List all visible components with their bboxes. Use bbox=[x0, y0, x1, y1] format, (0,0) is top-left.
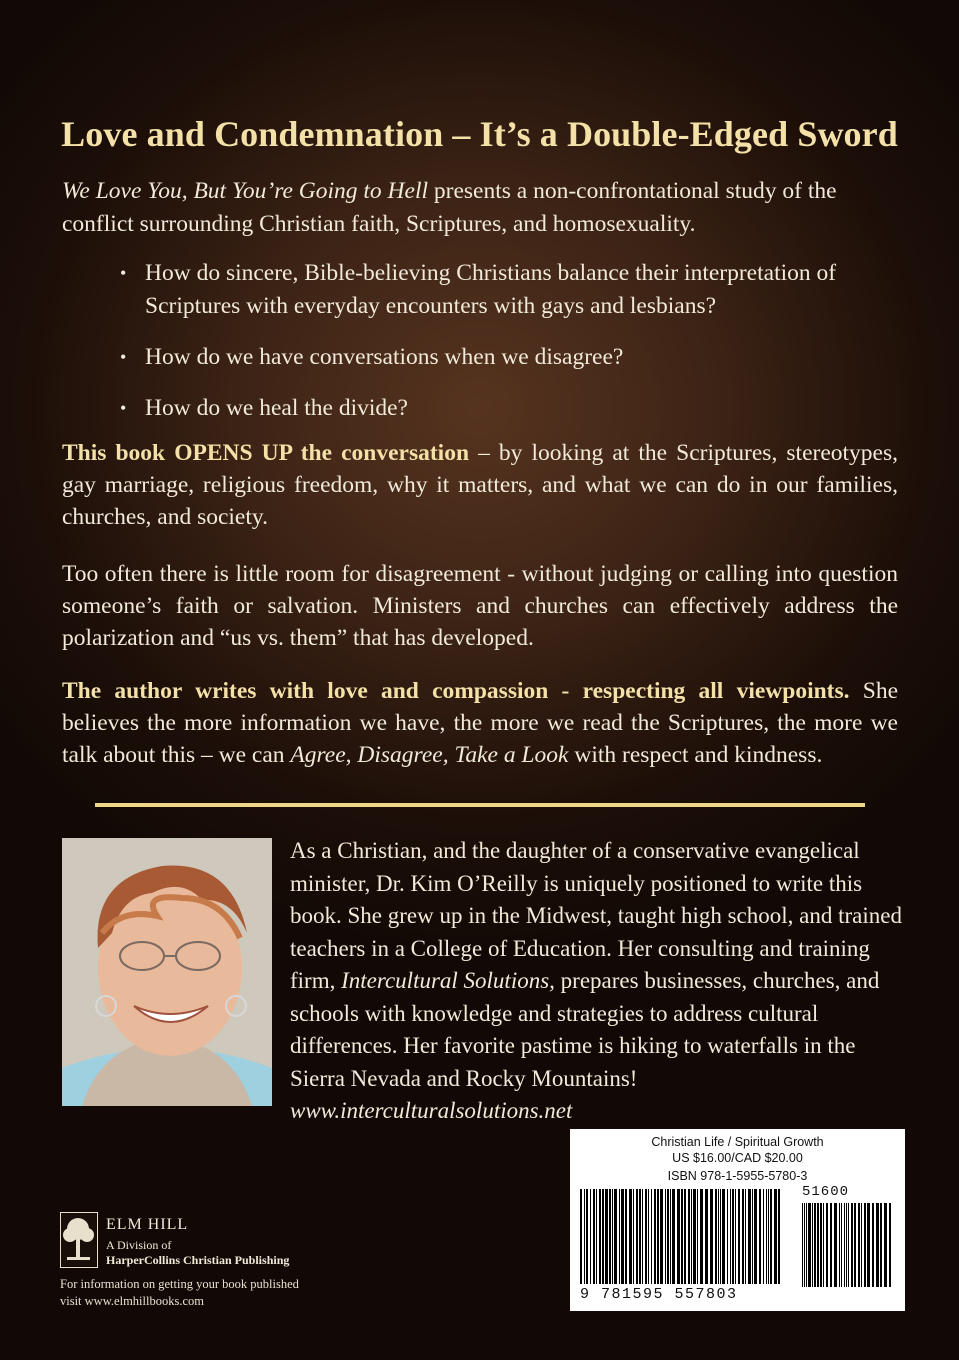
disagreement-paragraph: Too often there is little room for disagreement - without judging or calling into question someone’s faith or salvation. Ministers and churches can effectively address the polarization and “us vs. them” that has developed. bbox=[62, 561, 898, 651]
barcode-bar bbox=[848, 1203, 849, 1287]
opens-up-paragraph bbox=[62, 437, 898, 533]
barcode-bar bbox=[684, 1189, 686, 1284]
intro-paragraph bbox=[62, 175, 902, 241]
barcode-bar bbox=[609, 1189, 611, 1284]
barcode-bar bbox=[625, 1189, 627, 1284]
barcode-bar bbox=[636, 1189, 638, 1284]
barcode-bar bbox=[752, 1189, 753, 1284]
barcode-bar bbox=[735, 1189, 736, 1284]
barcode-bar bbox=[766, 1189, 767, 1284]
barcode-bar bbox=[864, 1203, 866, 1287]
barcode-bar bbox=[629, 1189, 632, 1284]
barcode-bar bbox=[619, 1189, 620, 1284]
author-portrait-illustration bbox=[62, 838, 272, 1106]
elm-hill-logo bbox=[60, 1212, 98, 1268]
barcode-bar bbox=[599, 1189, 601, 1284]
barcode-bar bbox=[715, 1189, 717, 1284]
barcode-bar bbox=[691, 1189, 692, 1284]
barcode-bar bbox=[889, 1203, 891, 1287]
barcode-bar bbox=[770, 1189, 772, 1284]
barcode-bar bbox=[823, 1203, 824, 1287]
barcode-bar bbox=[612, 1189, 613, 1284]
barcode-bar bbox=[834, 1203, 837, 1287]
barcode-bar bbox=[754, 1189, 757, 1284]
barcode-bar bbox=[602, 1189, 604, 1284]
publisher-name: ELM HILL bbox=[106, 1216, 189, 1233]
author-approach-emphasis: The author writes with love and compassion - respecting all viewpoints. bbox=[62, 678, 850, 704]
barcode-bar bbox=[745, 1189, 746, 1284]
price-addon-number: 51600 bbox=[802, 1184, 850, 1200]
barcode-bar bbox=[596, 1189, 597, 1284]
author-approach-end: with respect and kindness. bbox=[568, 742, 823, 768]
barcode-graphic bbox=[580, 1189, 895, 1287]
publisher-parent: HarperCollins Christian Publishing bbox=[106, 1253, 290, 1267]
publisher-division: A Division of bbox=[106, 1238, 172, 1252]
barcode-number: 9 781595 557803 bbox=[580, 1286, 738, 1303]
barcode-bar bbox=[586, 1189, 588, 1284]
bio-text-1: As a Christian, and the daughter of a conservative evangelical minister, Dr. Kim O’Reilly is uniquely positioned to write this book. She grew up in the Midwest, taught high school, and trained teachers in a College of Education. Her consulting and training firm, bbox=[290, 838, 902, 993]
author-photo bbox=[62, 838, 272, 1106]
publisher-info bbox=[60, 1276, 299, 1310]
author-approach-text: She believes the more information we have, the more we read the Scriptures, the more we talk about this – we can bbox=[62, 678, 898, 768]
barcode-bar bbox=[654, 1189, 656, 1284]
barcode-bar bbox=[872, 1203, 874, 1287]
back-cover-headline: Love and Condemnation – It’s a Double-Edged Sword bbox=[61, 114, 898, 154]
publisher-info-line: For information on getting your book published bbox=[60, 1277, 299, 1291]
book-title: We Love You, But You’re Going to Hell bbox=[62, 178, 429, 204]
barcode-bar bbox=[846, 1203, 847, 1287]
barcode-bar bbox=[841, 1203, 842, 1287]
bio-firm-name: Intercultural Solutions, bbox=[341, 968, 555, 993]
barcode-bar bbox=[614, 1189, 617, 1284]
barcode-bar bbox=[867, 1203, 870, 1287]
barcode-bar bbox=[605, 1189, 608, 1284]
barcode-bar bbox=[763, 1189, 764, 1284]
barcode-bar bbox=[645, 1189, 647, 1284]
barcode-bar bbox=[590, 1189, 591, 1284]
barcode-bar bbox=[580, 1189, 582, 1284]
author-bio bbox=[290, 835, 910, 1128]
barcode-bar bbox=[700, 1189, 703, 1284]
barcode-bar bbox=[681, 1189, 683, 1284]
barcode-bar bbox=[742, 1189, 744, 1284]
barcode-bar bbox=[667, 1189, 669, 1284]
barcode-bar bbox=[722, 1189, 725, 1284]
barcode-bar bbox=[820, 1203, 822, 1287]
barcode-bar bbox=[817, 1203, 819, 1287]
barcode-bar bbox=[665, 1189, 666, 1284]
opens-up-text: – by looking at the Scriptures, stereotypes, gay marriage, religious freedom, why it matters, and what we can do in our families, churches, and society. bbox=[62, 440, 898, 530]
bio-website: www.interculturalsolutions.net bbox=[290, 1098, 573, 1123]
publisher-website[interactable]: visit www.elmhillbooks.com bbox=[60, 1294, 204, 1308]
barcode-bar bbox=[710, 1189, 713, 1284]
gold-divider bbox=[95, 803, 865, 807]
barcode-bar bbox=[759, 1189, 761, 1284]
barcode-bar bbox=[720, 1189, 721, 1284]
barcode-bar bbox=[802, 1203, 803, 1287]
barcode-bar bbox=[812, 1203, 813, 1287]
barcode-bar bbox=[693, 1189, 696, 1284]
barcode-bar bbox=[774, 1189, 777, 1284]
barcode-bar bbox=[826, 1203, 828, 1287]
barcode-bar bbox=[858, 1203, 860, 1287]
barcode-bar bbox=[651, 1189, 652, 1284]
opens-up-emphasis: This book OPENS UP the conversation bbox=[62, 440, 470, 466]
barcode-bar bbox=[584, 1189, 585, 1284]
intro-text: presents a non-confrontational study of the conflict surrounding Christian faith, Scriptures, and homosexuality. bbox=[62, 178, 837, 237]
barcode-bar bbox=[851, 1203, 853, 1287]
barcode-bar bbox=[718, 1189, 719, 1284]
author-approach-paragraph bbox=[62, 675, 898, 771]
barcode-bar bbox=[814, 1203, 816, 1287]
barcode-bar bbox=[768, 1189, 769, 1284]
barcode-bar bbox=[839, 1203, 840, 1287]
barcode-bar bbox=[854, 1203, 856, 1287]
barcode-bar bbox=[670, 1189, 671, 1284]
barcode-bar bbox=[660, 1189, 663, 1284]
question-item: • How do sincere, Bible-believing Christians balance their interpretation of Scriptures with everyday encounters with gays and lesbians? bbox=[120, 257, 910, 323]
barcode-bar bbox=[688, 1189, 690, 1284]
barcode-bar bbox=[830, 1203, 832, 1287]
barcode-bar bbox=[642, 1189, 643, 1284]
agree-disagree-phrase: Agree, Disagree, Take a Look bbox=[290, 742, 569, 768]
barcode-bar bbox=[633, 1189, 634, 1284]
barcode-bar bbox=[748, 1189, 751, 1284]
barcode-bar bbox=[648, 1189, 649, 1284]
barcode-bar bbox=[677, 1189, 680, 1284]
barcode-bar bbox=[621, 1189, 624, 1284]
barcode-bar bbox=[861, 1203, 862, 1287]
barcode-bar bbox=[738, 1189, 740, 1284]
barcode-bar bbox=[844, 1203, 845, 1287]
barcode-bar bbox=[876, 1203, 879, 1287]
barcode-bar bbox=[672, 1189, 675, 1284]
barcode-bar bbox=[880, 1203, 882, 1287]
barcode-bar bbox=[732, 1189, 734, 1284]
question-item: • How do we have conversations when we disagree? bbox=[120, 341, 910, 374]
barcode-bar bbox=[657, 1189, 659, 1284]
isbn-label: ISBN 978-1-5955-5780-3 bbox=[667, 1169, 808, 1183]
bio-text-2: prepares businesses, churches, and schools with knowledge and strategies to address cultural differences. Her favorite pastime is hiking to waterfalls in the Sierra Nevada and Rocky Mountains! bbox=[290, 968, 880, 1091]
question-item: • How do we heal the divide? bbox=[120, 392, 910, 425]
question-list bbox=[120, 257, 910, 443]
barcode-bar bbox=[884, 1203, 887, 1287]
barcode-bar bbox=[593, 1189, 595, 1284]
barcode-bar bbox=[727, 1189, 728, 1284]
tree-icon bbox=[61, 1213, 96, 1266]
barcode-bar bbox=[806, 1203, 807, 1287]
barcode-bar bbox=[730, 1189, 731, 1284]
barcode-panel bbox=[570, 1129, 905, 1311]
barcode-bar bbox=[697, 1189, 698, 1284]
barcode-bar bbox=[804, 1203, 805, 1287]
bisac-category: Christian Life / Spiritual Growth bbox=[651, 1135, 824, 1149]
barcode-bar bbox=[778, 1189, 780, 1284]
price-label: US $16.00/CAD $20.00 bbox=[672, 1151, 803, 1165]
barcode-bar bbox=[705, 1189, 708, 1284]
barcode-bar bbox=[808, 1203, 811, 1287]
barcode-bar bbox=[639, 1189, 641, 1284]
